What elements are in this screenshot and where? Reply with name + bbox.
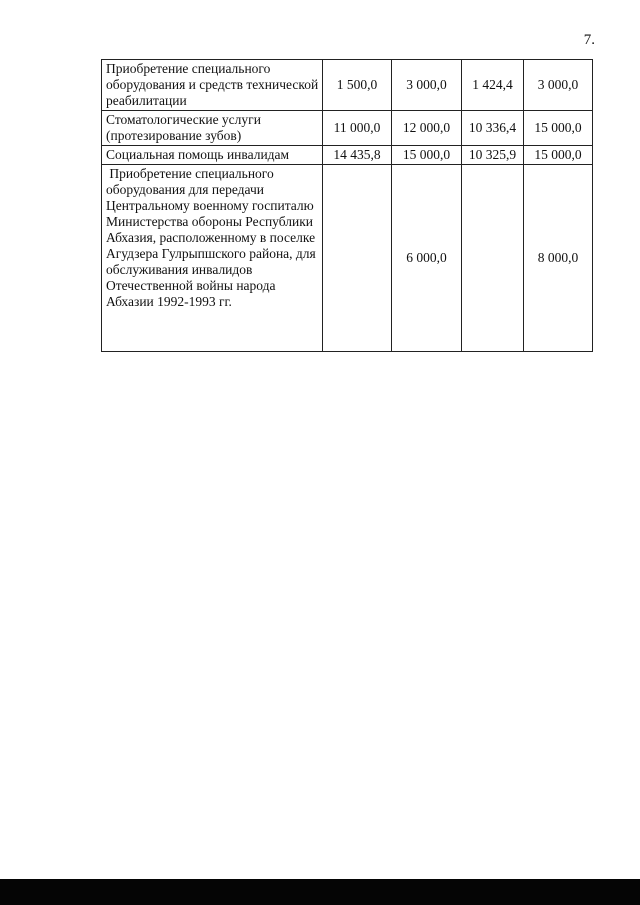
row-name: Социальная помощь инвалидам <box>102 146 323 165</box>
row-value-4: 3 000,0 <box>524 60 593 111</box>
table-row <box>102 111 593 146</box>
row-value-3: 1 424,4 <box>462 60 524 111</box>
row-value-3: 10 336,4 <box>462 111 524 146</box>
row-value-3: 10 325,9 <box>462 146 524 165</box>
row-value-2: 6 000,0 <box>392 165 462 352</box>
row-value-2: 12 000,0 <box>392 111 462 146</box>
row-value-1: 14 435,8 <box>323 146 392 165</box>
row-value-4: 8 000,0 <box>524 165 593 352</box>
row-value-1: 11 000,0 <box>323 111 392 146</box>
scan-edge-bar <box>0 879 640 905</box>
row-value-2: 15 000,0 <box>392 146 462 165</box>
row-value-1 <box>323 165 392 352</box>
row-name: Приобретение специального оборудования для передачи Центральному военному госпиталю Министерства обороны Республики Абхазия, расположенному в поселке Агудзера Гулрыпшского района, для обслуживания инвалидов Отечественной войны народа Абхазии 1992-1993 гг. <box>102 165 323 352</box>
row-value-4: 15 000,0 <box>524 146 593 165</box>
row-value-1: 1 500,0 <box>323 60 392 111</box>
page-number: 7. <box>583 32 595 48</box>
table-row <box>102 60 593 111</box>
row-value-3 <box>462 165 524 352</box>
row-value-4: 15 000,0 <box>524 111 593 146</box>
budget-table <box>101 59 593 352</box>
table-row <box>102 165 593 352</box>
table-row <box>102 146 593 165</box>
row-name: Стоматологические услуги (протезирование зубов) <box>102 111 323 146</box>
row-name: Приобретение специального оборудования и средств технической реабилитации <box>102 60 323 111</box>
row-value-2: 3 000,0 <box>392 60 462 111</box>
